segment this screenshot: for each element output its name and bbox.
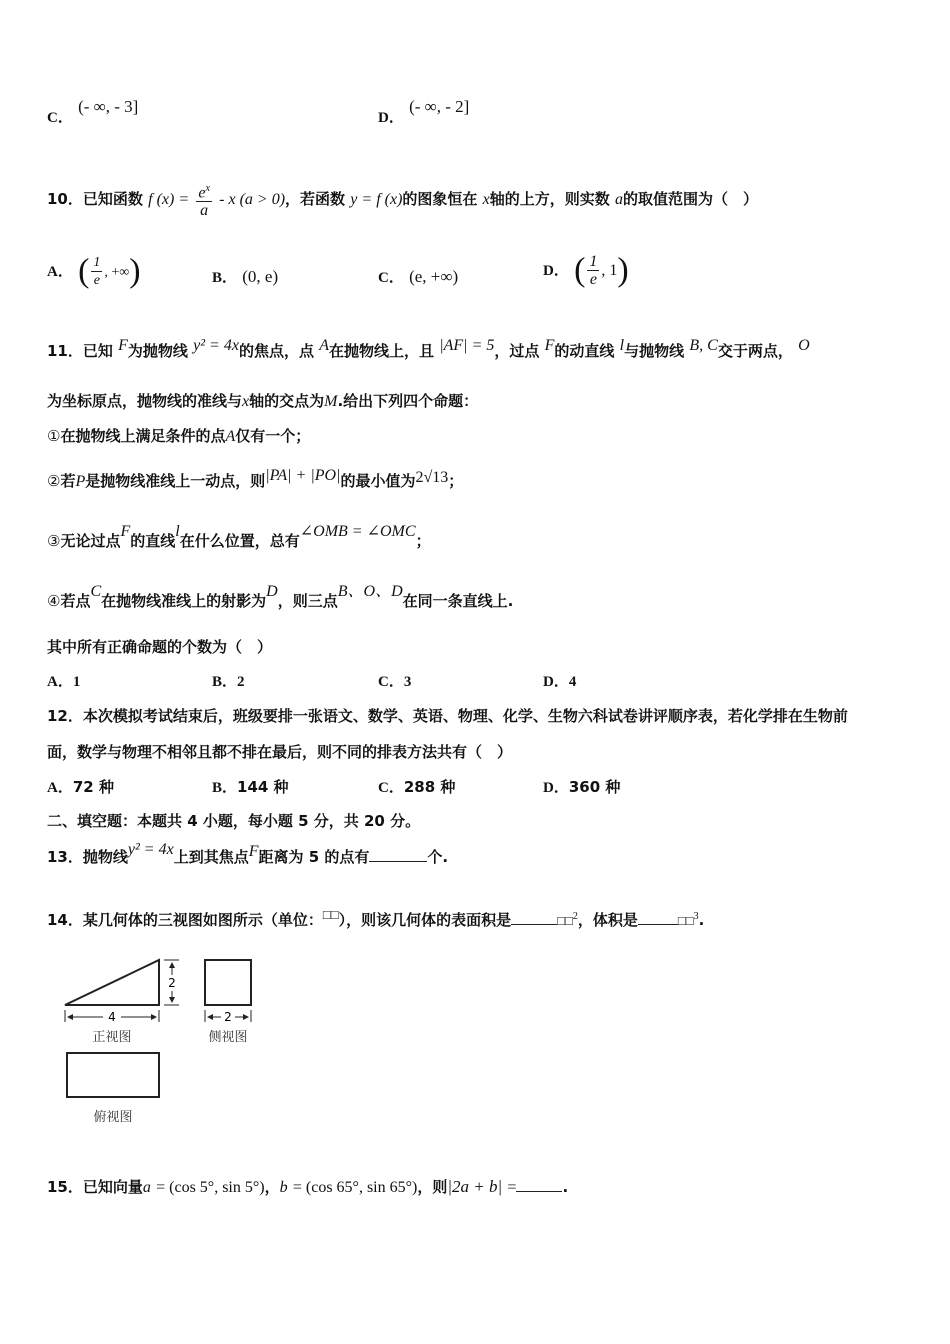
option-value: 144 种	[237, 778, 289, 796]
option-label: C．	[378, 270, 404, 286]
math-variable: O	[798, 337, 810, 354]
math-variable: D	[266, 583, 278, 600]
exponent: 2	[572, 911, 578, 922]
question-number: 12．	[47, 707, 83, 725]
option-label: C．	[378, 674, 404, 690]
math-variable: P	[75, 473, 86, 490]
unit-placeholder: □□	[557, 913, 573, 928]
unit-placeholder: □□	[677, 913, 694, 928]
stem-text: 的取值范围为（ ）	[623, 190, 759, 209]
top-view-rectangle	[67, 1053, 159, 1097]
numerator: e	[198, 184, 206, 202]
q14-stem	[47, 906, 704, 932]
arrow-head	[207, 1014, 213, 1020]
option-label: D．	[378, 110, 404, 126]
math-expression: (- ∞, - 2]	[409, 97, 470, 116]
section-heading: 二、填空题：本题共 4 小题，每小题 5 分，共 20 分。	[47, 812, 421, 830]
side-view-label: 侧视图	[208, 1030, 248, 1045]
q11-proposition-1	[47, 425, 310, 448]
bracket: (	[574, 251, 586, 289]
math-expression: , +∞	[104, 265, 130, 280]
answer-blank[interactable]	[638, 912, 678, 925]
option-label: D．	[543, 263, 569, 279]
stem-text: 若点	[60, 592, 91, 610]
stem-text: 已知	[82, 342, 113, 360]
math-variable: a	[615, 191, 624, 209]
circled-number: ④	[47, 592, 61, 610]
stem-text: 抛物线	[82, 848, 128, 866]
q11-option-a	[47, 670, 80, 693]
option-label: B．	[212, 674, 238, 690]
stem-text: ），则该几何体的表面积是	[338, 911, 512, 929]
stem-text: ，若函数	[285, 190, 346, 209]
stem-text: .给出下列四个命题：	[337, 392, 479, 410]
stem-text: 在同一条直线上.	[402, 592, 514, 610]
q11-question: 其中所有正确命题的个数为（ ）	[47, 638, 273, 656]
option-label: B．	[212, 780, 238, 796]
math-expression: B、O、D	[337, 583, 403, 600]
exponent: x	[205, 183, 210, 194]
bracket: (	[78, 252, 90, 290]
q11-option-d	[543, 670, 576, 693]
math-variable: F	[120, 523, 131, 540]
option-label: A．	[47, 780, 73, 796]
stem-text: 个.	[427, 848, 449, 866]
q12-option-d	[543, 776, 620, 799]
option-label: A．	[47, 264, 73, 280]
q11-proposition-4	[47, 583, 514, 613]
q10-option-a	[47, 252, 141, 292]
arrow-head	[169, 997, 175, 1003]
option-label: C．	[378, 780, 404, 796]
math-variable: l	[619, 337, 625, 354]
q15-stem	[47, 1176, 568, 1199]
top-view-label: 俯视图	[93, 1110, 133, 1125]
math-expression: (e, +∞)	[409, 267, 459, 286]
math-expression: ∠OMB = ∠OMC	[299, 523, 416, 540]
option-value: 288 种	[403, 778, 456, 796]
stem-text: 的最小值为	[340, 472, 416, 490]
math-variable: F	[544, 337, 555, 354]
q12-option-c	[378, 776, 455, 799]
math-variable: b	[279, 1179, 288, 1196]
answer-blank[interactable]	[369, 849, 427, 862]
exponent: 3	[693, 911, 699, 922]
three-view-figure	[55, 950, 275, 1130]
option-value: 360 种	[568, 778, 621, 796]
stem-text: ；	[448, 472, 464, 490]
math-variable: x	[482, 191, 490, 209]
math-variable: C	[90, 583, 102, 600]
math-expression: y² = 4x	[193, 337, 239, 354]
math-expression: f (x) =	[148, 191, 190, 209]
q12-option-a	[47, 776, 114, 799]
math-expression: - x (a > 0)	[219, 191, 286, 209]
option-value: 2	[237, 674, 245, 690]
stem-text: 已知向量	[82, 1178, 143, 1196]
q9-option-d	[378, 97, 470, 129]
stem-text: 轴的上方，则实数	[489, 190, 610, 209]
math-expression: B, C	[689, 337, 718, 354]
q11-stem-line1	[47, 337, 810, 363]
option-label: A．	[47, 674, 73, 690]
math-expression: = (cos 5°, sin 5°)	[156, 1179, 265, 1196]
answer-blank[interactable]	[516, 1179, 562, 1192]
stem-text: ，则	[417, 1178, 448, 1196]
stem-text: 为抛物线	[127, 342, 188, 360]
stem-text: 在抛物线准线上的射影为	[101, 592, 267, 610]
stem-text: 为坐标原点，抛物线的准线与	[47, 392, 243, 410]
math-variable: a	[142, 1179, 151, 1196]
math-expression: , 1	[601, 262, 618, 279]
bracket: )	[617, 251, 629, 289]
arrow-head	[151, 1014, 157, 1020]
circled-number: ③	[47, 532, 61, 550]
question-number: 14．	[47, 911, 83, 929]
option-value: 72 种	[72, 778, 114, 796]
option-label: D．	[543, 674, 569, 690]
math-variable: A	[319, 337, 329, 354]
stem-text: 仅有一个；	[235, 427, 311, 445]
fraction	[587, 253, 599, 288]
math-expression: |PA| + |PO|	[265, 467, 341, 484]
q13-stem	[47, 841, 449, 869]
stem-text: ，	[264, 1178, 280, 1196]
stem-text: .	[698, 911, 705, 929]
stem-text: .	[562, 1178, 569, 1196]
stem-text: 若	[60, 472, 76, 490]
stem-text: 在抛物线上，且	[328, 342, 434, 360]
front-view-label: 正视图	[92, 1030, 132, 1045]
question-number: 13．	[47, 848, 83, 866]
stem-text: 无论过点	[60, 532, 121, 550]
arrow-head	[169, 962, 175, 968]
math-variable: l	[175, 523, 180, 540]
math-expression: = (cos 65°, sin 65°)	[292, 1179, 418, 1196]
numerator: 1	[589, 253, 598, 270]
circled-number: ②	[47, 472, 61, 490]
circled-number: ①	[47, 427, 61, 445]
option-value: 4	[568, 674, 577, 690]
fraction	[91, 254, 102, 289]
numerator: 1	[93, 255, 101, 270]
option-label: B．	[212, 270, 238, 286]
denominator: e	[589, 271, 597, 288]
stem-text: 在抛物线上满足条件的点	[60, 427, 226, 445]
question-number: 11．	[47, 342, 83, 360]
stem-text: 交于两点，	[717, 342, 793, 360]
math-variable: M	[324, 393, 338, 410]
q11-proposition-2	[47, 467, 464, 493]
stem-text: 与抛物线	[624, 342, 685, 360]
stem-text: 在什么位置，总有	[179, 532, 300, 550]
bracket: )	[129, 252, 141, 290]
math-expression: |AF| = 5	[439, 337, 495, 354]
q12-option-b	[212, 776, 289, 799]
math-variable: F	[118, 337, 128, 354]
q10-option-d	[543, 250, 629, 291]
math-variable: x	[242, 393, 250, 410]
dim-side-label: 2	[224, 1010, 232, 1024]
stem-text: ，过点	[494, 342, 540, 360]
option-value: 3	[403, 674, 412, 690]
stem-text: 是抛物线准线上一动点，则	[85, 472, 266, 490]
math-expression: (0, e)	[242, 267, 279, 286]
stem-text: ；	[415, 532, 431, 550]
unit-placeholder: □□	[322, 907, 339, 922]
q10-stem	[47, 180, 758, 219]
side-view-square	[205, 960, 251, 1005]
stem-text: 某几何体的三视图如图所示（单位：	[82, 911, 323, 929]
front-view-triangle	[65, 960, 159, 1005]
math-expression: y = f (x)	[350, 191, 403, 209]
option-value: 1	[72, 674, 81, 690]
arrow-head	[243, 1014, 249, 1020]
stem-text: ，体积是	[577, 911, 638, 929]
math-expression: (- ∞, - 3]	[78, 97, 139, 116]
q10-option-b	[212, 266, 278, 289]
dim-width-label: 4	[108, 1010, 116, 1024]
q11-proposition-3	[47, 523, 431, 553]
math-variable: A	[225, 428, 236, 445]
q11-stem-line2	[47, 390, 478, 413]
stem-text: 轴的交点为	[249, 392, 325, 410]
stem-text: 本次模拟考试结束后，班级要排一张语文、数学、英语、物理、化学、生物六科试卷讲评顺序表，若化学排在生物前	[82, 707, 848, 725]
denominator: e	[93, 273, 101, 288]
math-operator: =	[507, 1179, 517, 1196]
stem-text: 距离为 5 的点有	[258, 848, 370, 866]
fraction	[196, 180, 212, 219]
stem-text: 的动直线	[554, 342, 615, 360]
option-label: C．	[47, 110, 73, 126]
answer-blank[interactable]	[511, 912, 557, 925]
question-number: 10．	[47, 190, 83, 209]
q9-option-c	[47, 97, 139, 129]
math-expression: |2a + b|	[447, 1177, 503, 1196]
math-variable: F	[248, 843, 259, 860]
q10-option-c	[378, 266, 458, 289]
arrow-head	[67, 1014, 73, 1020]
stem-text: 上到其焦点	[173, 848, 249, 866]
stem-text: 的焦点，点	[238, 342, 314, 360]
stem-text: 的直线	[130, 532, 176, 550]
stem-text: ，则三点	[277, 592, 338, 610]
math-expression: y² = 4x	[127, 841, 174, 858]
stem-text: 的图象恒在	[402, 190, 478, 209]
math-expression: 2√13	[415, 469, 449, 486]
dim-height-label: 2	[168, 976, 176, 990]
option-label: D．	[543, 780, 569, 796]
q12-stem-line2: 面，数学与物理不相邻且都不排在最后，则不同的排表方法共有（ ）	[47, 743, 513, 761]
denominator: a	[200, 202, 209, 220]
q11-option-b	[212, 670, 245, 693]
q11-option-c	[378, 670, 411, 693]
question-number: 15．	[47, 1178, 83, 1196]
stem-text: 已知函数	[82, 190, 143, 209]
q12-stem-line1	[47, 705, 848, 727]
